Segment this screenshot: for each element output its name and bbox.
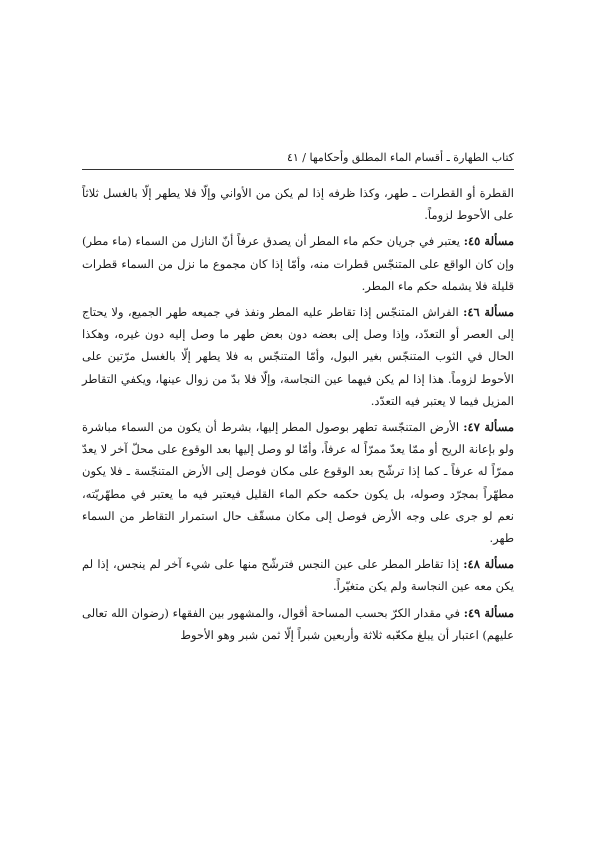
- paragraph: [82, 230, 514, 297]
- issue-label: مسألة ٤٥:: [463, 234, 514, 249]
- paragraph-text: في مقدار الكرّ بحسب المساحة أقوال، والمشهور بين الفقهاء (رضوان الله تعالى عليهم) اعتبار أن يبلغ مكعّبه ثلاثة وأربعين شبراً إلّا ثمن شبر وهو الأحوط: [82, 605, 514, 642]
- paragraph-text: القطرة أو القطرات ـ طهر، وكذا ظرفه إذا لم يكن من الأواني وإلّا فلا يطهر إلّا بالغسل ثلاثاً على الأحوط لزوماً.: [82, 186, 514, 223]
- issue-label: مسألة ٤٧:: [463, 420, 514, 435]
- paragraph-text: يعتبر في جريان حكم ماء المطر أن يصدق عرفاً أنّ النازل من السماء (ماء مطر) وإن كان الواقع على المتنجّس قطرات منه، وأمّا إذا كان مجموع ما نزل من السماء قطرات قليلة فلا يشمله حكم ماء المطر.: [82, 234, 514, 293]
- running-header: كتاب الطهارة ـ أقسام الماء المطلق وأحكامها / ٤١: [286, 151, 514, 164]
- paragraph: [82, 301, 514, 412]
- issue-label: مسألة ٤٩:: [463, 605, 514, 620]
- paragraph: [82, 602, 514, 646]
- issue-label: مسألة ٤٨:: [463, 557, 514, 572]
- header-rule: [82, 169, 514, 170]
- paragraph-text: إذا تقاطر المطر على عين النجس فترشّح منها على شيء آخر لم ينجس، إذا لم يكن معه عين النجاسة ولم يكن متغيّراً.: [82, 557, 514, 594]
- paragraph-text: الأرض المتنجّسة تطهر بوصول المطر إليها، بشرط أن يكون من السماء مباشرة ولو بإعانة الريح أو ممّا يعدّ ممرّاً له عرفاً، وأمّا لو وصل إليها بعد الوقوع على محلّ آخر لا يعدّ ممرّاً له عرفاً ـ كما إذا ترشّح بعد الوقوع على مكان فوصل إلى الأرض المتنجّسة ـ فلا يكون مطهّراً بمجرّد وصوله، بل يكون حكمه حكم الماء القليل فيعتبر فيه ما يعتبر في مطهّريّته، نعم لو جرى على وجه الأرض فوصل إلى مكان مسقّف حال استمرار التقاطر من السماء طهر.: [82, 420, 514, 546]
- paragraph-text: الفراش المتنجّس إذا تقاطر عليه المطر ونفذ في جميعه طهر الجميع، ولا يحتاج إلى العصر أو التعدّد، وإذا وصل إلى بعضه دون بعض طهر ما وصل إليه دون غيره، وهكذا الحال في الثوب المتنجّس بغير البول، وأمّا المتنجّس به فلا يطهر إلّا بالغسل مرّتين على الأحوط لزوماً. هذا إذا لم يكن فيهما عين النجاسة، وإلّا فلا بدّ من زوال عينها، ويكفي التقاطر المزيل فيما لا يعتبر فيه التعدّد.: [82, 305, 514, 408]
- paragraph: [82, 182, 514, 226]
- paragraph: [82, 416, 514, 549]
- paragraph: [82, 553, 514, 597]
- body-text: [82, 182, 514, 650]
- issue-label: مسألة ٤٦:: [463, 305, 514, 320]
